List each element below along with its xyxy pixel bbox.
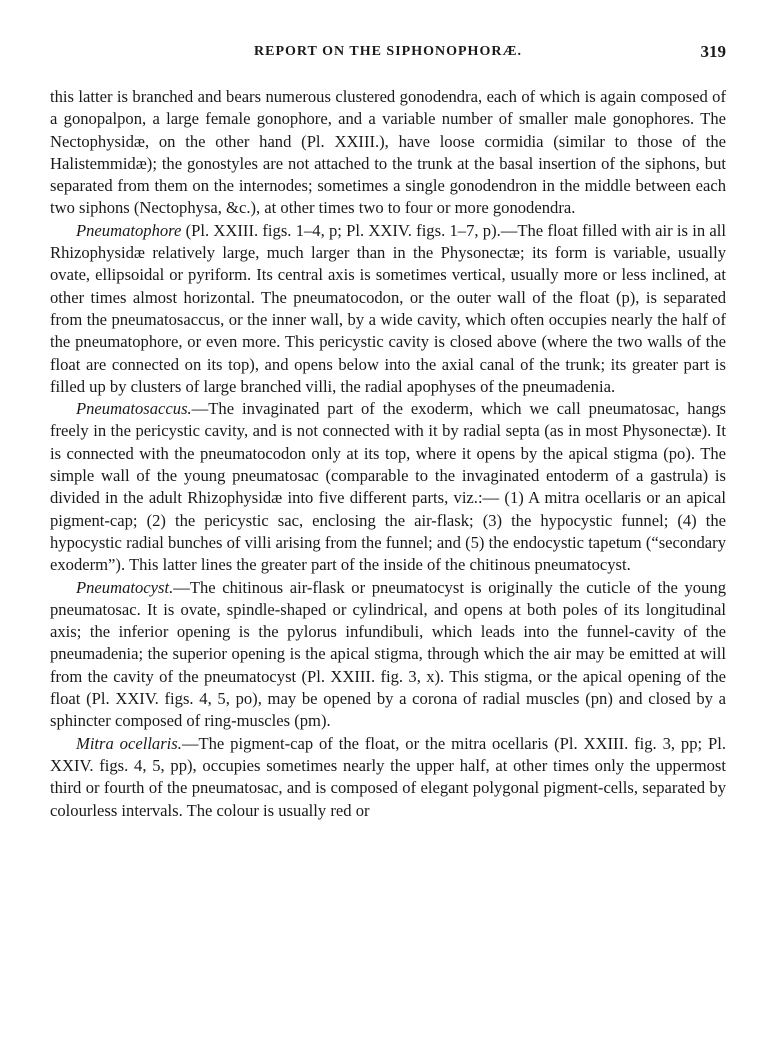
paragraph-heading: Mitra ocellaris. [76, 733, 182, 753]
paragraph-text: this latter is branched and bears numerous clustered gonodendra, each of which is again composed of a gonopalpon, a large female gonophore, and a variable number of smaller male gonophores. The Nectophysidæ, on the other hand (Pl. XXIII.), have loose cormidia (similar to those of the Halistemmidæ); the gonostyles are not attached to the trunk at the basal insertion of the siphons, but separated from them on the internodes; sometimes a single gonodendron in the middle between each two siphons (Nectophysa, &c.), at other times two to four or more gonodendra. [50, 87, 726, 218]
paragraph-pneumatophore [50, 220, 726, 398]
paragraph-pneumatocyst [50, 577, 726, 733]
paragraph-text: —The chitinous air-flask or pneumatocyst is originally the cuticle of the young pneumatosac. It is ovate, spindle-shaped or cylindrical, and opens at both poles of its longitudinal axis; the inferior opening is the pylorus infundibuli, which leads into the funnel-cavity of the pneumadenia; the superior opening is the apical stigma, through which the air may be emitted at will from the cavity of the pneumatocyst (Pl. XXIII. fig. 3, x). This stigma, or the apical opening of the float (Pl. XXIV. figs. 4, 5, po), may be opened by a corona of radial muscles (pn) and closed by a sphincter composed of ring-muscles (pm). [50, 577, 726, 731]
paragraph-text: —The invaginated part of the exoderm, which we call pneumatosac, hangs freely in the pericystic cavity, and is not connected with it by radial septa (as in most Physonectæ). It is connected with the pneumatocodon only at its top, where it opens by the apical stigma (po). The simple wall of the young pneumatosac (comparable to the invaginated entoderm of a gastrula) is divided in the adult Rhizophysidæ into five different parts, viz.:— (1) A mitra ocellaris or an apical pigment-cap; (2) the pericystic sac, enclosing the air-flask; (3) the hypocystic funnel; (4) the hypocystic radial bunches of villi arising from the funnel; and (5) the endocystic tapetum (“secondary exoderm”). This latter lines the greater part of the inside of the chitinous pneumatocyst. [50, 399, 726, 575]
paragraph-heading: Pneumatocyst. [76, 577, 174, 597]
paragraph-continued [50, 86, 726, 220]
paragraph-text: (Pl. XXIII. figs. 1–4, p; Pl. XXIV. figs. 1–7, p).—The float filled with air is in all Rhizophysidæ relatively large, much larger than in the Physonectæ; its form is variable, usually ovate, ellipsoidal or pyriform. Its central axis is sometimes vertical, usually more or less inclined, at other times almost horizontal. The pneumatocodon, or the outer wall of the float (p), is separated from the pneumatosaccus, or the inner wall, by a wide cavity, which often occupies nearly the half of the pneumatophore, or even more. This pericystic cavity is closed above (where the two walls of the float are connected on its top), and opens below into the axial canal of the trunk; its greater part is filled up by clusters of large branched villi, the radial apophyses of the pneumadenia. [50, 220, 726, 396]
page-number: 319 [700, 42, 726, 61]
running-title: REPORT ON THE SIPHONOPHORÆ. [254, 44, 522, 59]
body-text [50, 86, 726, 822]
paragraph-heading: Pneumatosaccus. [76, 399, 192, 419]
page-header [50, 42, 726, 66]
paragraph-mitra-ocellaris [50, 733, 726, 822]
paragraph-text: —The pigment-cap of the float, or the mitra ocellaris (Pl. XXIII. fig. 3, pp; Pl. XXIV. figs. 4, 5, pp), occupies sometimes nearly the upper half, at other times only the uppermost third or fourth of the pneumatosac, and is composed of elegant polygonal pigment-cells, separated by colourless intervals. The colour is usually red or [50, 733, 726, 820]
paragraph-pneumatosaccus [50, 398, 726, 576]
paragraph-heading: Pneumatophore [76, 220, 182, 240]
